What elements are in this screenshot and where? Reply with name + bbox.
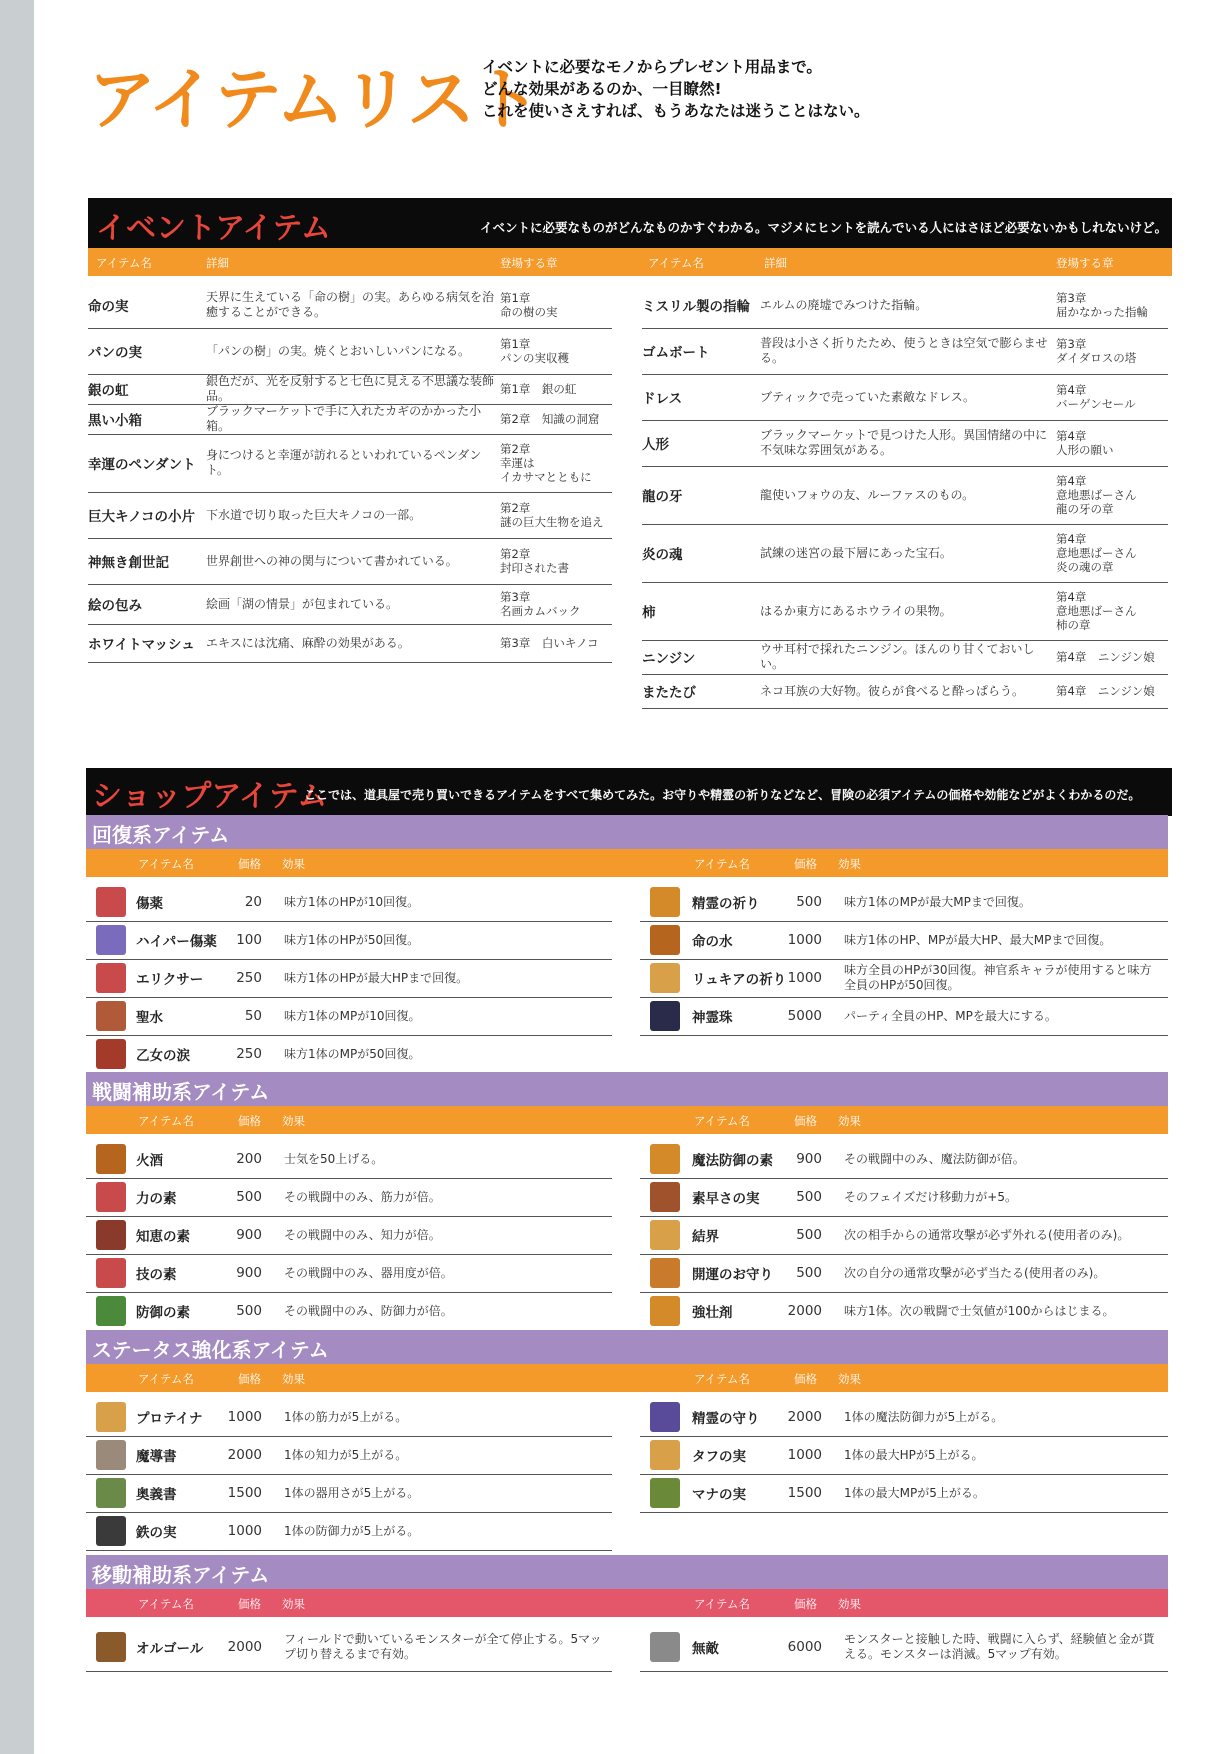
event-item-chapter: 第1章 銀の虹: [500, 382, 577, 396]
shop-group-title-bar: [86, 1072, 1168, 1106]
event-item-name: 絵の包み: [88, 598, 142, 614]
shop-item-name: ハイパー傷薬: [136, 934, 217, 950]
speed-fruit-icon: [650, 1182, 680, 1212]
tough-fruit-icon: [650, 1440, 680, 1470]
col-price: 価格: [238, 857, 261, 871]
event-item-detail: 銀色だが、光を反射すると七色に見える不思議な装飾品。: [206, 374, 495, 403]
divine-orb-icon: [650, 1001, 680, 1031]
shop-item-effect: 士気を50上げる。: [284, 1151, 384, 1166]
shop-item-price: 500: [796, 1227, 822, 1243]
shop-item-row: [86, 921, 612, 960]
col-price: 価格: [238, 1597, 261, 1611]
shop-item-name: 素早さの実: [692, 1191, 760, 1207]
shop-item-effect: 味方1体のMPが最大MPまで回復。: [844, 894, 1031, 909]
lycia-prayer-icon: [650, 963, 680, 993]
event-item-detail: ブティックで売っていた素敵なドレス。: [760, 389, 976, 404]
shop-item-effect: 1体の最大HPが5上がる。: [844, 1447, 984, 1462]
intro-line: イベントに必要なモノからプレゼント用品まで。: [482, 58, 822, 76]
shop-item-name: 精霊の祈り: [692, 896, 760, 912]
event-item-name: 銀の虹: [88, 383, 129, 399]
event-item-chapter: 第4章 人形の願い: [1056, 429, 1114, 457]
event-item-row: [88, 624, 612, 663]
shop-group-title-bar: [86, 1555, 1168, 1589]
shop-item-row: [640, 1292, 1168, 1331]
col-name: アイテム名: [138, 1114, 194, 1128]
event-item-row: [642, 524, 1168, 583]
shop-item-name: マナの実: [692, 1487, 746, 1503]
shop-item-price: 6000: [787, 1639, 822, 1655]
event-item-name: ニンジン: [642, 651, 696, 667]
shop-item-price: 1500: [227, 1485, 262, 1501]
event-item-detail: 「パンの樹」の実。焼くとおいしいパンになる。: [206, 343, 471, 358]
shop-item-effect: 味方1体。次の戦闘で士気値が100からはじまる。: [844, 1303, 1115, 1318]
shop-item-name: 防御の素: [136, 1305, 190, 1321]
shop-item-price: 50: [244, 1008, 262, 1024]
event-item-row: [88, 584, 612, 625]
event-item-row: [88, 328, 612, 375]
event-item-row: [88, 492, 612, 539]
shop-item-effect: その戦闘中のみ、魔法防御が倍。: [844, 1151, 1025, 1166]
shop-item-effect: そのフェイズだけ移動力が+5。: [844, 1189, 1017, 1204]
shop-item-effect: その戦闘中のみ、防御力が倍。: [284, 1303, 453, 1318]
shop-item-effect: 味方1体のHPが50回復。: [284, 932, 420, 947]
tonic-icon: [650, 1296, 680, 1326]
holy-water-icon: [96, 1001, 126, 1031]
shop-item-effect: 味方1体のHPが最大HPまで回復。: [284, 970, 469, 985]
shop-item-price: 250: [236, 970, 262, 986]
event-item-name: 柿: [642, 605, 656, 621]
shop-item-effect: 1体の知力が5上がる。: [284, 1447, 408, 1462]
elixir-icon: [96, 963, 126, 993]
shop-item-price: 2000: [227, 1639, 262, 1655]
shop-item-name: 結界: [692, 1229, 719, 1245]
event-item-name: またたび: [642, 685, 696, 701]
shop-item-price: 250: [236, 1046, 262, 1062]
event-item-chapter: 第4章 ニンジン娘: [1056, 650, 1155, 664]
spirit-prayer-icon: [650, 887, 680, 917]
maiden-tear-icon: [96, 1039, 126, 1069]
shop-item-effect: 1体の筋力が5上がる。: [284, 1409, 408, 1424]
shop-column-header: [86, 1364, 1168, 1392]
shop-item-name: 乙女の涙: [136, 1048, 190, 1064]
shop-group-title: 回復系アイテム: [92, 823, 230, 847]
col-price: 価格: [794, 857, 817, 871]
shop-item-name: 聖水: [136, 1010, 163, 1026]
shop-item-row: [86, 959, 612, 998]
shop-item-price: 500: [796, 894, 822, 910]
shop-item-name: リュキアの祈り: [692, 972, 787, 988]
shop-item-price: 1000: [787, 970, 822, 986]
col-price: 価格: [238, 1114, 261, 1128]
shop-item-effect: 味方1体のMPが50回復。: [284, 1046, 421, 1061]
shop-item-row: [86, 1623, 612, 1672]
event-item-name: ゴムボート: [642, 345, 710, 361]
defense-essence-icon: [96, 1296, 126, 1326]
page-title: アイテムリスト: [88, 61, 540, 140]
event-item-chapter: 第3章 ダイダロスの塔: [1056, 337, 1137, 365]
event-item-name: 龍の牙: [642, 489, 683, 505]
col-price: 価格: [794, 1372, 817, 1386]
shop-item-row: [86, 1398, 612, 1437]
shop-item-name: 神霊珠: [692, 1010, 733, 1026]
shop-item-row: [640, 959, 1168, 998]
shop-item-price: 500: [236, 1303, 262, 1319]
shop-item-row: [86, 1474, 612, 1513]
col-name: アイテム名: [694, 1372, 750, 1386]
col-effect: 効果: [838, 857, 861, 871]
magic-defense-icon: [650, 1144, 680, 1174]
shop-item-row: [640, 1178, 1168, 1217]
shop-item-effect: 味方全員のHPが30回復。神官系キャラが使用すると味方全員のHPが50回復。: [844, 963, 1152, 992]
shop-column-header: [86, 1106, 1168, 1134]
shop-item-row: [86, 1436, 612, 1475]
col-chapter: 登場する章: [1056, 256, 1114, 270]
shop-item-name: 技の素: [136, 1267, 177, 1283]
event-section-desc: イベントに必要なものがどんなものかすぐわかる。マジメにヒントを読んでいる人にはさほど必要ないかもしれないけど。: [480, 220, 1168, 235]
event-item-chapter: 第2章 幸運は イカサマとともに: [500, 442, 592, 484]
col-effect: 効果: [282, 857, 305, 871]
shop-item-effect: 1体の器用さが5上がる。: [284, 1485, 420, 1500]
shop-item-effect: 味方1体のHP、MPが最大HP、最大MPまで回復。: [844, 932, 1112, 947]
event-item-chapter: 第3章 名画カムバック: [500, 590, 581, 618]
shop-item-name: エリクサー: [136, 972, 204, 988]
shop-item-row: [86, 1512, 612, 1551]
shop-item-row: [640, 1623, 1168, 1672]
event-item-detail: 世界創世への神の関与について書かれている。: [206, 553, 458, 568]
event-item-row: [88, 282, 612, 329]
page-intro: [482, 56, 870, 122]
secret-book-icon: [96, 1478, 126, 1508]
event-item-detail: ウサ耳村で採れたニンジン。ほんのり甘くておいしい。: [760, 642, 1035, 671]
shop-item-row: [86, 1254, 612, 1293]
event-item-name: パンの実: [88, 345, 142, 361]
col-item-name: アイテム名: [648, 256, 704, 270]
shop-item-row: [640, 1436, 1168, 1475]
life-water-icon: [650, 925, 680, 955]
shop-item-price: 900: [236, 1227, 262, 1243]
event-item-name: ドレス: [642, 391, 683, 407]
shop-item-effect: その戦闘中のみ、筋力が倍。: [284, 1189, 441, 1204]
shop-item-row: [640, 1254, 1168, 1293]
shop-item-row: [640, 1140, 1168, 1179]
power-essence-icon: [96, 1182, 126, 1212]
event-item-detail: 身につけると幸運が訪れるといわれているペンダント。: [206, 448, 482, 477]
event-item-row: [642, 640, 1168, 675]
event-item-row: [642, 674, 1168, 709]
col-effect: 効果: [838, 1114, 861, 1128]
fire-liquor-icon: [96, 1144, 126, 1174]
shop-item-effect: 味方1体のHPが10回復。: [284, 894, 420, 909]
event-item-chapter: 第3章 白いキノコ: [500, 636, 599, 650]
event-item-name: ホワイトマッシュ: [88, 637, 195, 653]
event-item-chapter: 第2章 封印された書: [500, 547, 569, 575]
shop-item-price: 2000: [787, 1303, 822, 1319]
spirit-guard-icon: [650, 1402, 680, 1432]
shop-item-price: 1000: [787, 1447, 822, 1463]
event-item-row: [642, 466, 1168, 525]
shop-item-price: 20: [244, 894, 262, 910]
event-item-chapter: 第4章 バーゲンセール: [1056, 383, 1136, 411]
invincible-icon: [650, 1632, 680, 1662]
event-item-name: ミスリル製の指輪: [642, 299, 750, 315]
music-box-icon: [96, 1632, 126, 1662]
event-item-chapter: 第4章 意地悪ばーさん 柿の章: [1056, 590, 1137, 632]
shop-item-price: 500: [796, 1265, 822, 1281]
col-price: 価格: [794, 1597, 817, 1611]
shop-item-row: [86, 997, 612, 1036]
shop-item-price: 1000: [787, 932, 822, 948]
col-price: 価格: [794, 1114, 817, 1128]
event-item-chapter: 第2章 知識の洞窟: [500, 412, 600, 426]
col-price: 価格: [238, 1372, 261, 1386]
col-detail: 詳細: [764, 256, 787, 270]
page-edge-strip: [0, 0, 34, 1754]
event-item-row: [642, 374, 1168, 421]
mana-fruit-icon: [650, 1478, 680, 1508]
intro-line: どんな効果があるのか、一目瞭然!: [482, 80, 722, 98]
shop-group-title: 戦闘補助系アイテム: [92, 1080, 270, 1104]
shop-item-name: 命の水: [692, 934, 733, 950]
shop-group-title-bar: [86, 1330, 1168, 1364]
shop-item-row: [640, 1474, 1168, 1513]
shop-item-price: 500: [796, 1189, 822, 1205]
event-item-detail: ブラックマーケットで手に入れたカギのかかった小箱。: [206, 404, 482, 433]
event-item-row: [642, 328, 1168, 375]
shop-item-price: 900: [796, 1151, 822, 1167]
col-name: アイテム名: [138, 1372, 194, 1386]
shop-item-row: [640, 883, 1168, 922]
event-item-name: 命の実: [88, 299, 129, 315]
shop-item-row: [86, 1140, 612, 1179]
barrier-icon: [650, 1220, 680, 1250]
event-item-name: 幸運のペンダント: [88, 457, 196, 473]
event-item-chapter: 第4章 意地悪ばーさん 炎の魂の章: [1056, 532, 1137, 574]
event-item-row: [642, 582, 1168, 641]
event-column-header: [88, 248, 1172, 276]
shop-item-price: 900: [236, 1265, 262, 1281]
event-item-detail: はるか東方にあるホウライの果物。: [760, 603, 952, 618]
shop-section-desc: ここでは、道具屋で売り買いできるアイテムをすべて集めてみた。お守りや精霊の祈りなどなど、冒険の必須アイテムの価格や効能などがよくわかるのだ。: [304, 788, 1141, 802]
event-item-detail: 龍使いフォウの友、ルーファスのもの。: [760, 487, 975, 502]
shop-item-price: 5000: [787, 1008, 822, 1024]
shop-item-name: プロテイナ: [136, 1411, 203, 1427]
event-item-row: [642, 282, 1168, 329]
col-name: アイテム名: [138, 857, 194, 871]
event-item-detail: ブラックマーケットで見つけた人形。異国情緒の中に不気味な雰囲気がある。: [760, 428, 1048, 457]
event-item-row: [88, 404, 612, 435]
col-name: アイテム名: [694, 1597, 750, 1611]
event-item-name: 巨大キノコの小片: [88, 509, 196, 525]
shop-item-effect: 次の自分の通常攻撃が必ず当たる(使用者のみ)。: [844, 1265, 1106, 1280]
shop-item-row: [86, 883, 612, 922]
skill-essence-icon: [96, 1258, 126, 1288]
shop-item-row: [640, 921, 1168, 960]
intro-line: これを使いさえすれば、もうあなたは迷うことはない。: [482, 102, 870, 120]
shop-item-effect: その戦闘中のみ、器用度が倍。: [284, 1265, 453, 1280]
shop-item-price: 1000: [227, 1523, 262, 1539]
shop-item-effect: 1体の防御力が5上がる。: [284, 1523, 420, 1538]
shop-item-name: オルゴール: [136, 1641, 204, 1657]
shop-item-name: 精霊の守り: [692, 1411, 760, 1427]
shop-item-effect: 味方1体のMPが10回復。: [284, 1008, 421, 1023]
shop-item-effect: 1体の魔法防御力が5上がる。: [844, 1409, 1004, 1424]
shop-item-row: [640, 997, 1168, 1036]
proteina-icon: [96, 1402, 126, 1432]
shop-item-effect: フィールドで動いているモンスターが全て停止する。5マップ切り替えるまで有効。: [284, 1632, 602, 1661]
event-item-detail: 試練の迷宮の最下層にあった宝石。: [760, 545, 952, 560]
shop-item-price: 100: [236, 932, 262, 948]
col-effect: 効果: [282, 1597, 305, 1611]
shop-item-price: 1500: [787, 1485, 822, 1501]
hyper-medicine-icon: [96, 925, 126, 955]
event-item-name: 黒い小箱: [88, 413, 142, 429]
event-item-detail: エキスには沈痛、麻酔の効果がある。: [206, 635, 410, 650]
shop-group-title-bar: [86, 815, 1168, 849]
shop-item-price: 200: [236, 1151, 262, 1167]
shop-item-row: [640, 1216, 1168, 1255]
event-item-name: 人形: [642, 437, 669, 453]
shop-item-price: 1000: [227, 1409, 262, 1425]
shop-group-title: ステータス強化系アイテム: [92, 1338, 329, 1362]
shop-item-name: 火酒: [136, 1153, 163, 1169]
iron-fruit-icon: [96, 1516, 126, 1546]
shop-item-row: [640, 1398, 1168, 1437]
col-name: アイテム名: [138, 1597, 194, 1611]
shop-item-row: [86, 1178, 612, 1217]
event-item-chapter: 第4章 意地悪ばーさん 龍の牙の章: [1056, 474, 1137, 516]
shop-item-name: 魔導書: [136, 1449, 177, 1465]
event-item-chapter: 第4章 ニンジン娘: [1056, 684, 1155, 698]
shop-item-effect: モンスターと接触した時、戦闘に入らず、経験値と金が貰える。モンスターは消滅。5マップ有効。: [844, 1632, 1155, 1661]
event-item-name: 神無き創世記: [88, 555, 169, 571]
col-detail: 詳細: [206, 256, 229, 270]
col-effect: 効果: [838, 1372, 861, 1386]
shop-item-name: 開運のお守り: [692, 1267, 773, 1283]
shop-group-title: 移動補助系アイテム: [92, 1563, 270, 1587]
event-item-chapter: 第1章 パンの実収穫: [500, 337, 569, 365]
grimoire-icon: [96, 1440, 126, 1470]
col-effect: 効果: [282, 1114, 305, 1128]
shop-item-row: [86, 1035, 612, 1074]
shop-item-name: 力の素: [136, 1191, 177, 1207]
shop-item-name: 無敵: [692, 1641, 719, 1657]
wisdom-essence-icon: [96, 1220, 126, 1250]
col-effect: 効果: [282, 1372, 305, 1386]
col-name: アイテム名: [694, 1114, 750, 1128]
wound-medicine-icon: [96, 887, 126, 917]
col-item-name: アイテム名: [96, 256, 152, 270]
event-item-detail: 下水道で切り取った巨大キノコの一部。: [206, 507, 422, 522]
shop-item-name: 奥義書: [136, 1487, 177, 1503]
event-item-detail: 絵画「湖の情景」が包まれている。: [206, 596, 399, 611]
col-effect: 効果: [838, 1597, 861, 1611]
shop-column-header: [86, 849, 1168, 877]
shop-item-name: 魔法防御の素: [692, 1153, 773, 1169]
shop-item-price: 500: [236, 1189, 262, 1205]
shop-section-title: ショップアイテム: [92, 779, 328, 814]
shop-item-name: 強壮剤: [692, 1305, 733, 1321]
shop-item-name: 鉄の実: [136, 1525, 177, 1541]
shop-column-header: [86, 1589, 1168, 1617]
shop-item-effect: パーティ全員のHP、MPを最大にする。: [844, 1008, 1057, 1023]
shop-item-price: 2000: [787, 1409, 822, 1425]
col-name: アイテム名: [694, 857, 750, 871]
event-item-chapter: 第3章 届かなかった指輪: [1056, 291, 1148, 319]
event-item-chapter: 第1章 命の樹の実: [500, 291, 558, 319]
event-item-row: [642, 420, 1168, 467]
shop-item-name: タフの実: [692, 1449, 746, 1465]
event-item-detail: エルムの廃墟でみつけた指輪。: [760, 297, 928, 312]
lucky-charm-icon: [650, 1258, 680, 1288]
shop-item-effect: 1体の最大MPが5上がる。: [844, 1485, 985, 1500]
shop-item-price: 2000: [227, 1447, 262, 1463]
shop-item-name: 傷薬: [136, 896, 163, 912]
col-chapter: 登場する章: [500, 256, 558, 270]
shop-item-row: [86, 1292, 612, 1331]
event-item-chapter: 第2章 謎の巨大生物を追え: [500, 501, 604, 529]
shop-item-effect: 次の相手からの通常攻撃が必ず外れる(使用者のみ)。: [844, 1227, 1130, 1242]
shop-item-name: 知恵の素: [136, 1229, 190, 1245]
event-item-detail: 普段は小さく折りたため、使うときは空気で膨らませる。: [760, 336, 1048, 365]
shop-item-effect: その戦闘中のみ、知力が倍。: [284, 1227, 441, 1242]
event-section-title: イベントアイテム: [96, 211, 331, 246]
event-item-row: [88, 538, 612, 585]
event-item-name: 炎の魂: [642, 547, 683, 563]
shop-item-row: [86, 1216, 612, 1255]
event-item-row: [88, 374, 612, 405]
event-item-detail: ネコ耳族の大好物。彼らが食べると酔っぱらう。: [760, 683, 1025, 698]
event-item-row: [88, 434, 612, 493]
event-item-detail: 天界に生えている「命の樹」の実。あらゆる病気を治癒することができる。: [206, 290, 495, 319]
